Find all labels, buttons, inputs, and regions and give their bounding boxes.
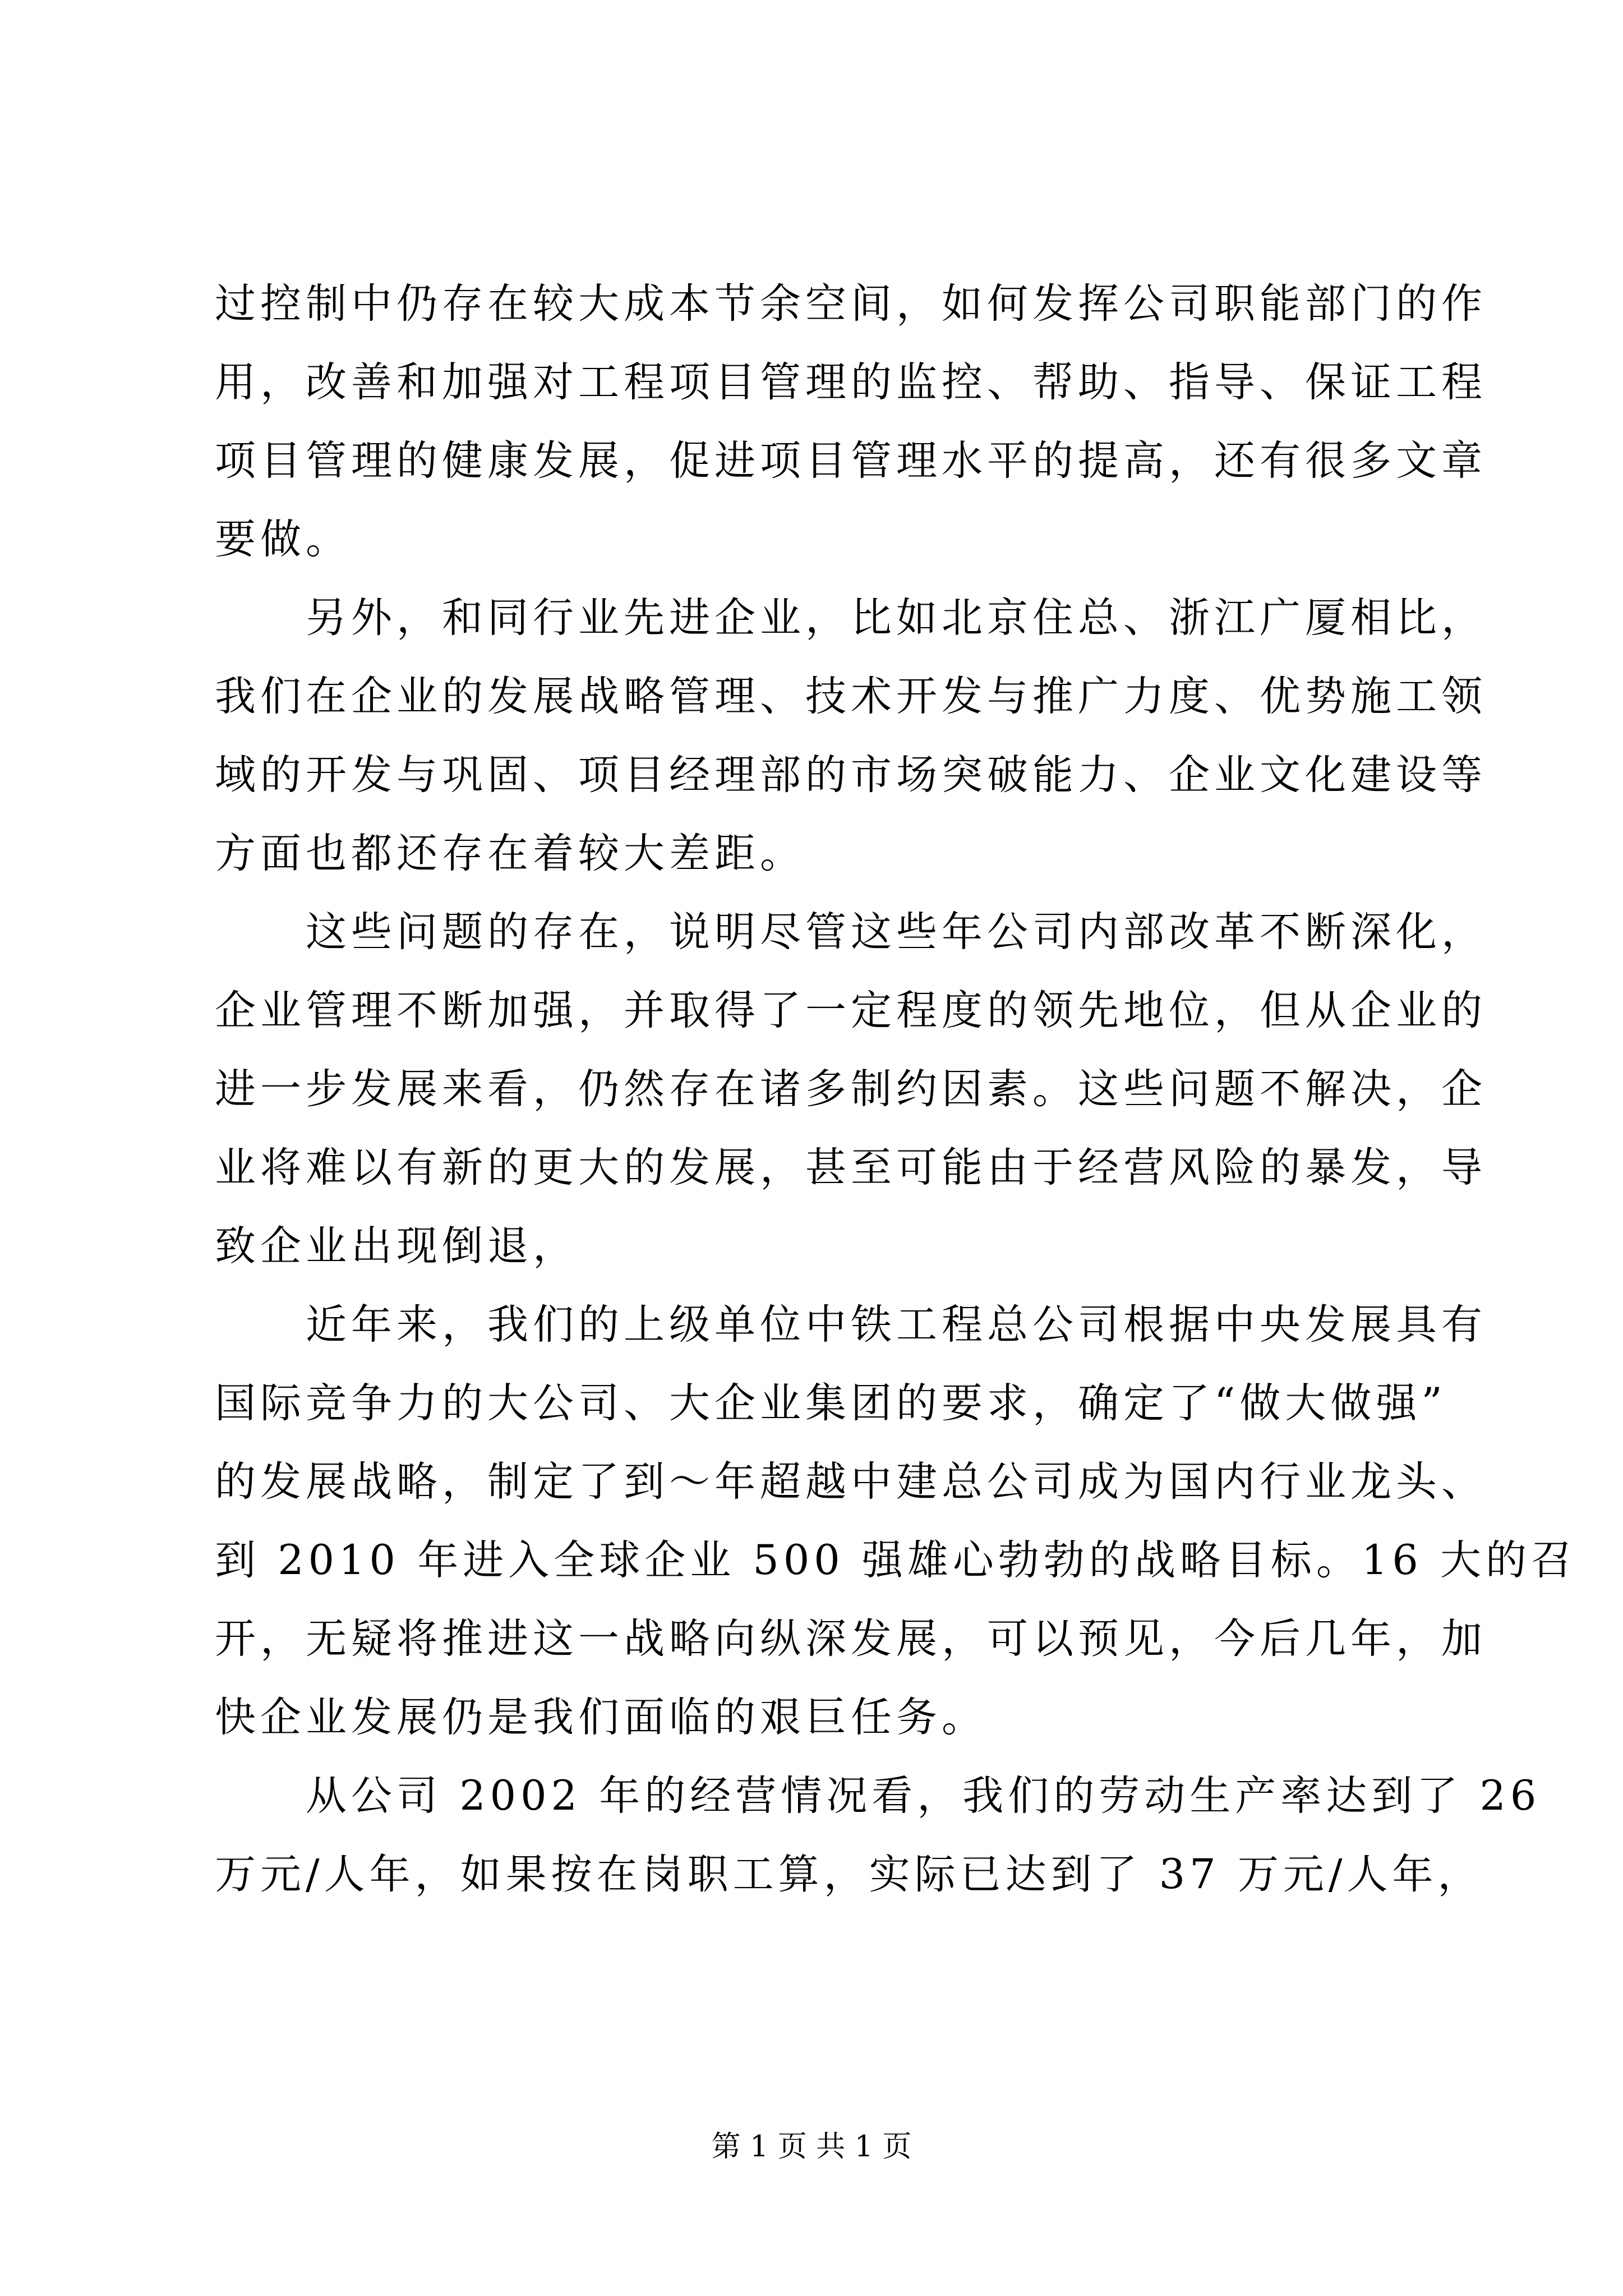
text-line: 快企业发展仍是我们面临的艰巨任务。 bbox=[215, 1694, 987, 1741]
text-line: 开，无疑将推进这一战略向纵深发展，可以预见，今后几年，加 bbox=[215, 1615, 1487, 1663]
text-line: 国际竞争力的大公司、大企业集团的要求，确定了“做大做强” bbox=[215, 1379, 1447, 1427]
text-line: 要做。 bbox=[215, 516, 351, 563]
paragraph-first-line: 另外，和同行业先进企业，比如北京住总、浙江广厦相比， bbox=[306, 594, 1487, 642]
text-line: 万元/人年，如果按在岗职工算，实际已达到了 37 万元/人年， bbox=[215, 1851, 1483, 1898]
paragraph-first-line: 近年来，我们的上级单位中铁工程总公司根据中央发展具有 bbox=[306, 1301, 1487, 1349]
text-line: 进一步发展来看，仍然存在诸多制约因素。这些问题不解决，企 bbox=[215, 1065, 1487, 1113]
text-line: 的发展战略，制定了到～年超越中建总公司成为国内行业龙头、 bbox=[215, 1458, 1487, 1506]
text-line: 我们在企业的发展战略管理、技术开发与推广力度、优势施工领 bbox=[215, 673, 1487, 720]
text-line: 到 2010 年进入全球企业 500 强雄心勃勃的战略目标。16 大的召 bbox=[215, 1536, 1577, 1584]
text-line: 企业管理不断加强，并取得了一定程度的领先地位，但从企业的 bbox=[215, 987, 1487, 1034]
text-line: 用，改善和加强对工程项目管理的监控、帮助、指导、保证工程 bbox=[215, 358, 1487, 406]
text-line: 方面也都还存在着较大差距。 bbox=[215, 830, 805, 877]
text-line: 域的开发与巩固、项目经理部的市场突破能力、企业文化建设等 bbox=[215, 751, 1487, 799]
text-line: 项目管理的健康发展，促进项目管理水平的提高，还有很多文章 bbox=[215, 437, 1487, 485]
paragraph-first-line: 从公司 2002 年的经营情况看，我们的劳动生产率达到了 26 bbox=[306, 1772, 1541, 1820]
page-number-footer: 第 1 页 共 1 页 bbox=[711, 2130, 912, 2164]
text-line: 业将难以有新的更大的发展，甚至可能由于经营风险的暴发，导 bbox=[215, 1144, 1487, 1191]
text-line: 过控制中仍存在较大成本节余空间，如何发挥公司职能部门的作 bbox=[215, 280, 1487, 328]
paragraph-first-line: 这些问题的存在，说明尽管这些年公司内部改革不断深化， bbox=[306, 908, 1487, 956]
text-line: 致企业出现倒退， bbox=[215, 1222, 578, 1270]
